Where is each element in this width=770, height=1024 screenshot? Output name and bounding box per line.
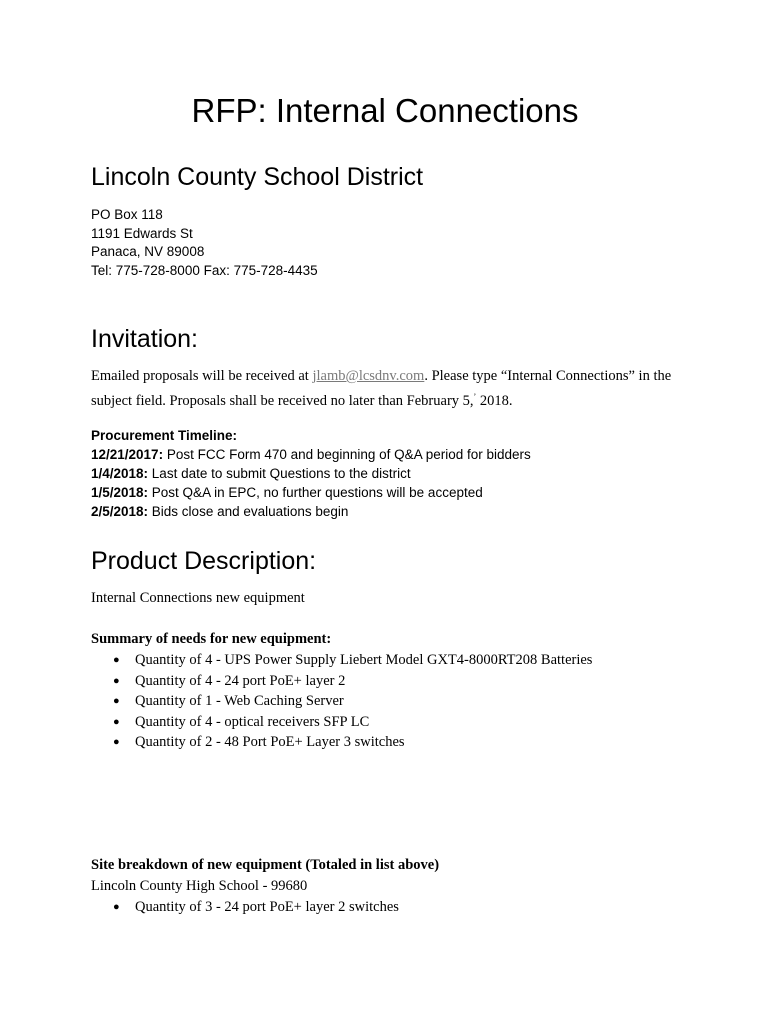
list-item xyxy=(113,897,399,918)
summary-list xyxy=(113,650,592,753)
timeline-date: 2/5/2018: xyxy=(91,504,149,519)
timeline-item xyxy=(91,483,531,502)
bullet-icon: ● xyxy=(113,736,120,748)
list-item-text: Quantity of 4 - UPS Power Supply Liebert Model GXT4-8000RT208 Batteries xyxy=(135,652,593,668)
timeline-text: Post Q&A in EPC, no further questions will be accepted xyxy=(148,485,483,500)
address-line: Tel: 775-728-8000 Fax: 775-728-4435 xyxy=(91,262,318,278)
list-item xyxy=(113,671,592,692)
invitation-heading: Invitation: xyxy=(91,325,199,353)
site-heading: Site breakdown of new equipment (Totaled in list above) xyxy=(91,857,440,873)
list-item-text: Quantity of 1 - Web Caching Server xyxy=(135,693,344,709)
procurement-timeline xyxy=(91,426,531,521)
site-list xyxy=(113,897,399,918)
list-item-text: Quantity of 4 - optical receivers SFP LC xyxy=(135,713,370,730)
invitation-text-before: Emailed proposals will be received at xyxy=(91,368,313,384)
list-item xyxy=(113,712,592,733)
summary-heading: Summary of needs for new equipment: xyxy=(91,631,332,647)
timeline-date: 12/21/2017: xyxy=(91,447,164,462)
page-title: RFP: Internal Connections xyxy=(191,92,579,129)
timeline-heading: Procurement Timeline: xyxy=(91,428,238,443)
bullet-icon: ● xyxy=(113,715,120,728)
address-line: PO Box 118 xyxy=(91,207,163,222)
list-item xyxy=(113,732,592,753)
invitation-paragraph: Emailed proposals will be received at jlamb@lcsdnv.com. Please type “Internal Connections” in the subject field. Proposals shall be received no later than February 5,$^ʼ$ 2018. xyxy=(91,368,672,409)
list-item-text: Quantity of 3 - 24 port PoE+ layer 2 switches xyxy=(135,899,399,915)
bullet-icon: ● xyxy=(113,674,120,687)
timeline-text: Bids close and evaluations begin xyxy=(148,504,349,519)
product-description: Internal Connections new equipment xyxy=(91,590,305,606)
timeline-date: 1/5/2018: xyxy=(91,485,149,500)
bullet-icon: ● xyxy=(113,695,120,707)
site-school: Lincoln County High School - 99680 xyxy=(91,878,308,894)
product-heading: Product Description: xyxy=(91,547,317,575)
bullet-icon: ● xyxy=(113,654,120,666)
email-link[interactable]: jlamb@lcsdnv.com xyxy=(312,368,425,384)
timeline-item xyxy=(91,502,531,521)
timeline-item xyxy=(91,445,531,464)
list-item-text: Quantity of 2 - 48 Port PoE+ Layer 3 switches xyxy=(135,734,405,750)
list-item xyxy=(113,691,592,712)
list-item-text: Quantity of 4 - 24 port PoE+ layer 2 xyxy=(135,672,346,689)
bullet-icon: ● xyxy=(113,901,120,913)
list-item xyxy=(113,650,592,671)
timeline-text: Post FCC Form 470 and beginning of Q&A period for bidders xyxy=(163,447,531,462)
district-name: Lincoln County School District xyxy=(91,163,424,191)
timeline-item xyxy=(91,464,531,483)
address-line: Panaca, NV 89008 xyxy=(91,244,205,260)
invitation-text-after: . Please type “Internal Connections” in the subject field. Proposals shall be received no later than February 5, xyxy=(91,368,672,409)
timeline-text: Last date to submit Questions to the district xyxy=(148,466,411,481)
address-line: 1191 Edwards St xyxy=(91,225,193,241)
invitation-text-end: 2018. xyxy=(476,392,513,409)
district-address xyxy=(91,206,318,280)
timeline-date: 1/4/2018: xyxy=(91,466,149,481)
